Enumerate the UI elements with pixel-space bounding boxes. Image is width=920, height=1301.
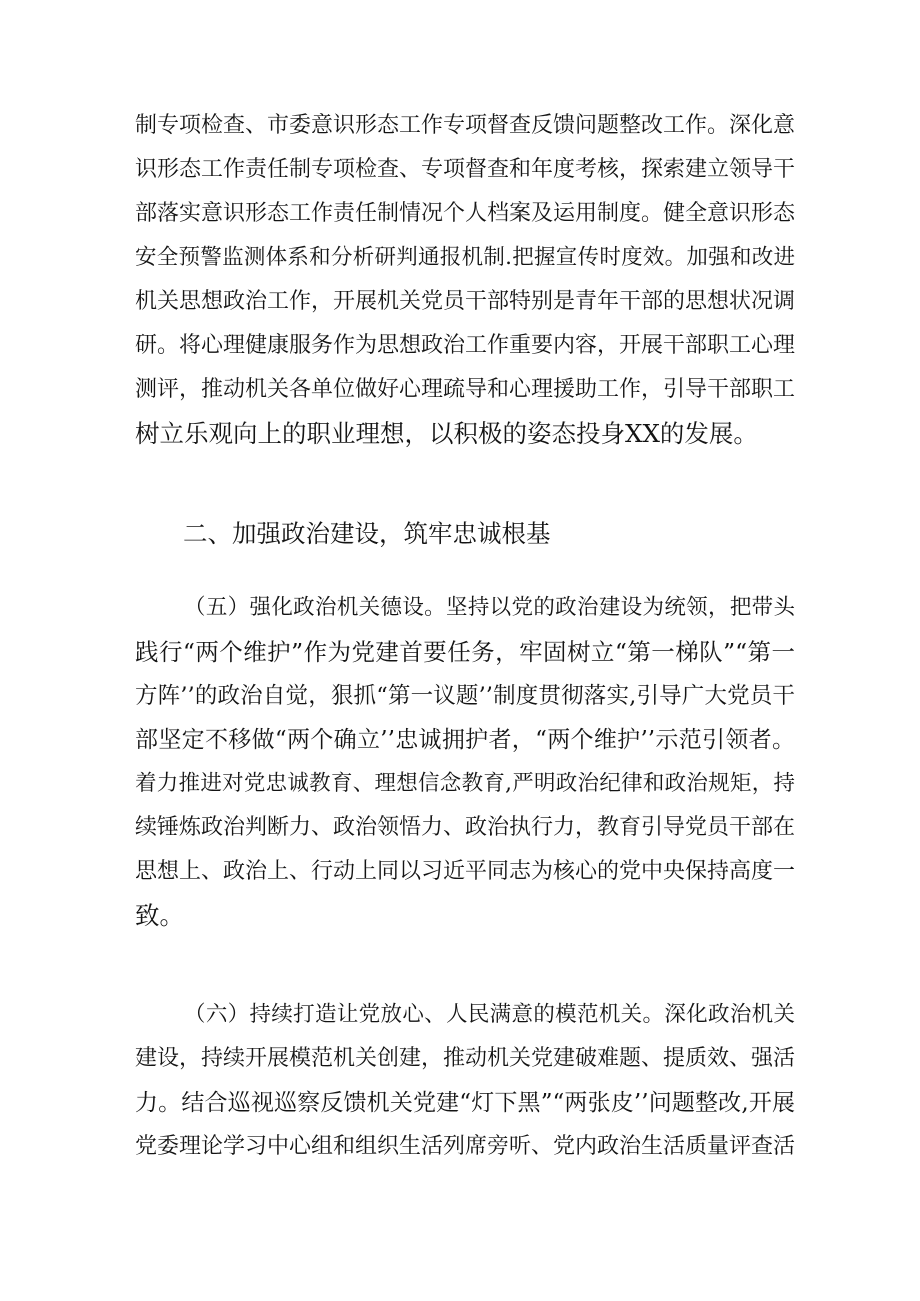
- text-line: 树立乐观向上的职业理想，以积极的姿态投身XX的发展。: [135, 419, 758, 448]
- text-line: 践行“两个维护”作为党建首要任务，牢固树立“第一梯队”“第一: [135, 638, 795, 666]
- text-line: 着力推进对党忠诚教育、理想信念教育,严明政治纪律和政治规矩，持: [135, 771, 795, 796]
- text-line: 思想上、政治上、行动上同以习近平同志为核心的党中央保持高度一: [135, 859, 796, 884]
- paragraph-political-organ-building: [135, 586, 795, 938]
- text-line: 安全预警监测体系和分析研判通报机制.把握宣传时度效。加强和改进: [135, 245, 795, 270]
- text-line: 机关思想政治工作，开展机关党员干部特别是青年干部的思想状况调: [135, 289, 796, 314]
- text-line: 续锤炼政治判断力、政治领悟力、政治执行力，教育引导党员干部在: [135, 815, 796, 840]
- text-line: 识形态工作责任制专项检查、专项督查和年度考核，探索建立领导干: [135, 157, 796, 182]
- text-line: （六）持续打造让党放心、人民满意的模范机关。深化政治机关: [184, 1002, 795, 1027]
- paragraph-model-organ: [135, 993, 795, 1169]
- text-line: （五）强化政治机关德设。坚持以党的政治建设为统领，把带头: [184, 595, 795, 620]
- text-line: 测评，推动机关各单位做好心理疏导和心理援助工作，引导干部职工: [135, 377, 796, 402]
- text-line: 力。结合巡视巡察反馈机关党建“灯下黑”“两张皮’’问题整改,开展: [135, 1090, 795, 1116]
- text-line: 致。: [135, 901, 184, 930]
- text-line: 建设，持续开展模范机关创建，推动机关党建破难题、提质效、强活: [135, 1046, 796, 1071]
- text-line: 部落实意识形态工作责任制情况个人档案及运用制度。健全意识形态: [135, 201, 796, 226]
- paragraph-ideology-work: [135, 104, 795, 456]
- section-heading: 二、加强政治建设，筑牢忠诚根基: [183, 519, 551, 548]
- text-line: 制专项检查、市委意识形态工作专项督查反馈问题整改工作。深化意: [135, 113, 796, 138]
- text-line: 部坚定不移做“两个确立’’忠诚拥护者，“两个维护’’示范引领者。: [135, 727, 795, 753]
- text-line: 研。将心理健康服务作为思想政治工作重要内容，开展干部职工心理: [135, 333, 796, 358]
- text-line: 方阵’’的政治自觉，狠抓“第一议题’’制度贯彻落实,引导广大党员干: [135, 683, 795, 709]
- text-line: 党委理论学习中心组和组织生活列席旁听、党内政治生活质量评查活: [135, 1134, 796, 1159]
